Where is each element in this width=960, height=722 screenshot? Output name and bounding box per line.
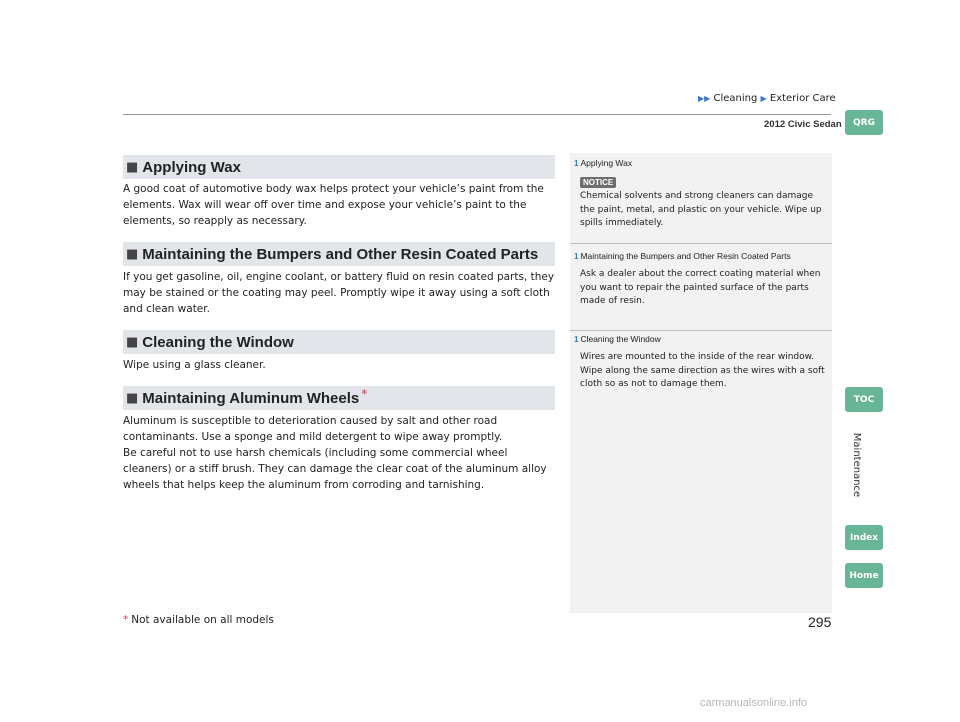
footnote-star-icon[interactable]: * — [361, 387, 368, 401]
note-title: Applying Wax — [580, 158, 633, 168]
square-bullet-icon: ■ — [126, 159, 139, 175]
note-divider — [570, 330, 832, 331]
header-divider — [123, 114, 831, 115]
home-tab[interactable]: Home — [845, 563, 883, 588]
breadcrumb — [698, 93, 836, 104]
reference-marker-icon: 1 — [574, 159, 579, 168]
note-heading — [574, 334, 826, 344]
section-title: Cleaning the Window — [142, 333, 294, 351]
section-body-bumpers: If you get gasoline, oil, engine coolant, or battery fluid on resin coated parts, they may be stained or the coating may peel. Promptly wipe it away using a soft cloth and clean water. — [123, 271, 555, 315]
chapter-label: Maintenance — [851, 432, 862, 498]
breadcrumb-arrow-icon: ▶▶ — [698, 94, 711, 103]
square-bullet-icon: ■ — [126, 334, 139, 350]
section-body-aluminum-wheels-caution: Be careful not to use harsh chemicals (including some commercial wheel cleaners) or a stiff brush. They can damage the clear coat of the aluminum alloy wheels that helps keep the aluminum from corroding and tarnishing. — [123, 447, 547, 491]
note-body: Ask a dealer about the correct coating material when you want to repair the painted surface of the parts made of resin. — [580, 269, 821, 306]
square-bullet-icon: ■ — [126, 246, 139, 262]
note-heading — [574, 158, 826, 168]
qrg-tab[interactable]: QRG — [845, 110, 883, 135]
note-divider — [570, 243, 832, 244]
section-heading-bumpers — [123, 242, 555, 266]
notice-badge: NOTICE — [580, 177, 616, 188]
section-body-aluminum-wheels: Aluminum is susceptible to deterioration caused by salt and other road contaminants. Use a sponge and mild detergent to wipe away promptly. — [123, 415, 503, 443]
note-body: Wires are mounted to the inside of the rear window. Wipe along the same direction as the wires with a soft cloth so as not to damage them. — [580, 352, 825, 389]
index-tab[interactable]: Index — [845, 525, 883, 550]
model-name: 2012 Civic Sedan — [764, 119, 842, 130]
section-title: Maintaining the Bumpers and Other Resin Coated Parts — [142, 245, 539, 263]
toc-tab[interactable]: TOC — [845, 387, 883, 412]
section-heading-applying-wax — [123, 155, 555, 179]
note-heading — [574, 251, 826, 261]
section-heading-cleaning-window — [123, 330, 555, 354]
page-number: 295 — [808, 614, 832, 630]
section-title: Maintaining Aluminum Wheels — [142, 389, 360, 407]
breadcrumb-link-cleaning[interactable]: Cleaning — [713, 93, 758, 104]
section-body-cleaning-window: Wipe using a glass cleaner. — [123, 359, 266, 371]
watermark: carmanualsonline.info — [700, 697, 808, 709]
note-body: Chemical solvents and strong cleaners can damage the paint, metal, and plastic on your vehicle. Wipe up spills immediately. — [580, 191, 822, 228]
note-title: Maintaining the Bumpers and Other Resin Coated Parts — [580, 251, 791, 261]
footnote-text: Not available on all models — [131, 614, 274, 626]
reference-marker-icon: 1 — [574, 252, 579, 261]
note-title: Cleaning the Window — [580, 334, 661, 344]
square-bullet-icon: ■ — [126, 390, 139, 406]
note-cleaning-window — [574, 334, 826, 392]
breadcrumb-arrow-icon: ▶ — [760, 94, 767, 103]
reference-marker-icon: 1 — [574, 335, 579, 344]
footnote-star-icon: * — [123, 614, 129, 626]
note-applying-wax — [574, 158, 826, 231]
footnote — [123, 614, 274, 626]
section-heading-aluminum-wheels — [123, 386, 555, 410]
breadcrumb-current: Exterior Care — [769, 93, 836, 104]
note-bumpers — [574, 251, 826, 309]
section-body-applying-wax: A good coat of automotive body wax helps protect your vehicle’s paint from the elements. Wax will wear off over time and expose your vehicle’s paint to the elements, so reapply as necessary. — [123, 183, 544, 227]
section-title: Applying Wax — [142, 158, 241, 176]
